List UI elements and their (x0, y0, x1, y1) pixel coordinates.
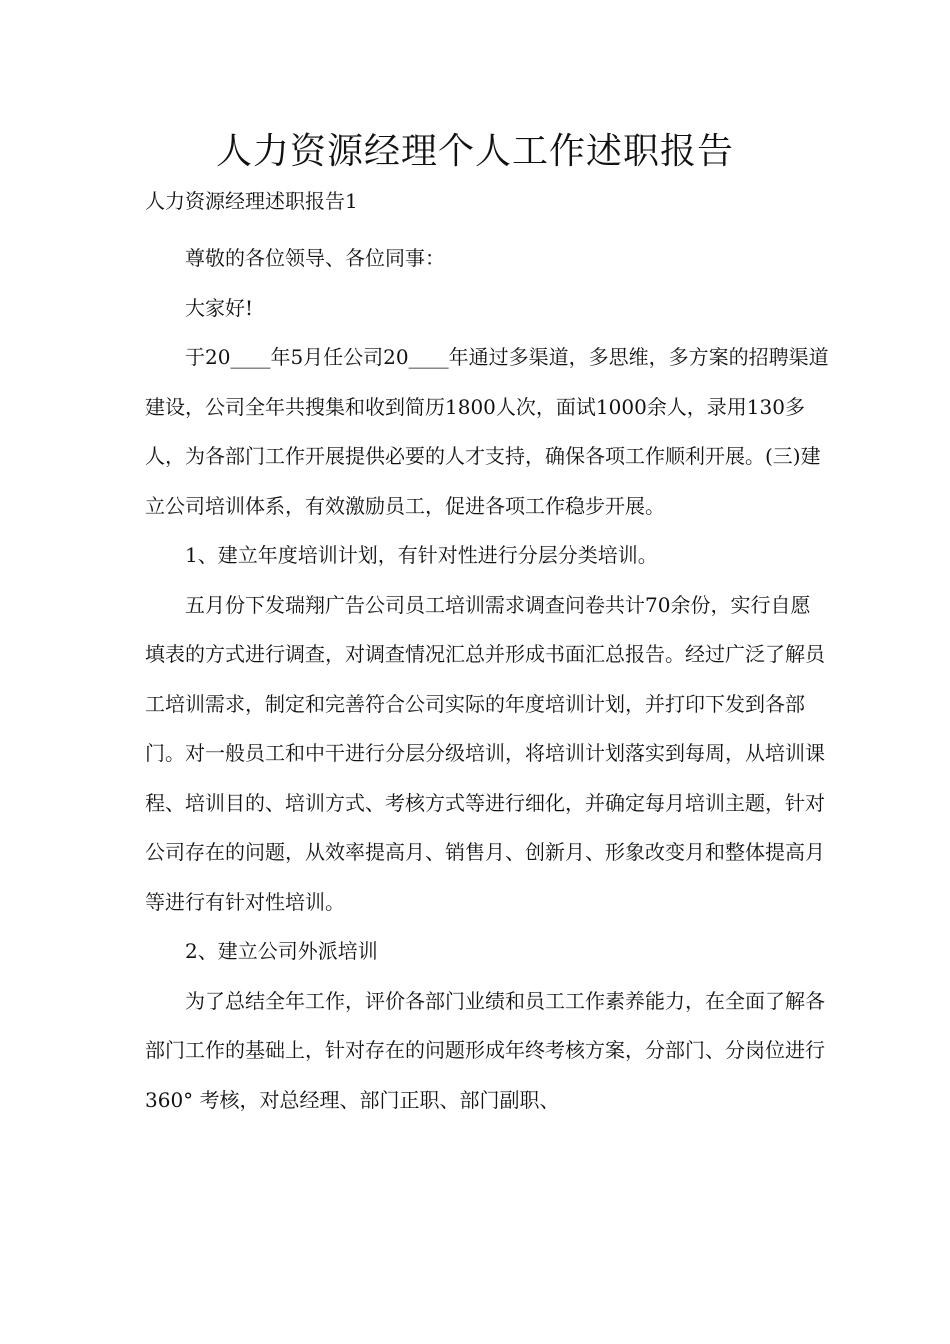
paragraph-recruitment: 于20____年5月任公司20____年通过多渠道，多思维，多方案的招聘渠道建设，公司全年共搜集和收到简历1800人次，面试1000余人，录用130多人，为各部门工作开展提供必要的人才支持，确保各项工作顺利开展。(三)建立公司培训体系，有效激励员工，促进各项工作稳步开展。 (145, 345, 829, 518)
document-subtitle: 人力资源经理述职报告1 (145, 189, 358, 213)
paragraph-training-plan: 五月份下发瑞翔广告公司员工培训需求调查问卷共计70余份，实行自愿填表的方式进行调查，对调查情况汇总并形成书面汇总报告。经过广泛了解员工培训需求，制定和完善符合公司实际的年度培训计划，并打印下发到各部门。对一般员工和中干进行分层分级培训，将培训计划落实到每周，从培训课程、培训目的、培训方式、考核方式等进行细化，并确定每月培训主题，针对公司存在的问题，从效率提高月、销售月、创新月、形象改变月和整体提高月等进行有针对性培训。 (145, 592, 825, 914)
paragraph-salutation: 尊敬的各位领导、各位同事： (185, 246, 445, 270)
paragraph-assessment: 为了总结全年工作，评价各部门业绩和员工工作素养能力，在全面了解各部门工作的基础上，针对存在的问题形成年终考核方案，分部门、分岗位进行360° 考核，对总经理、部门正职、部门副职、 (145, 988, 825, 1112)
paragraph-external-training-heading: 2、建立公司外派培训 (185, 939, 378, 963)
paragraph-training-plan-heading: 1、建立年度培训计划，有针对性进行分层分类培训。 (185, 543, 658, 567)
document-title: 人力资源经理个人工作述职报告 (215, 131, 734, 172)
paragraph-greeting: 大家好! (185, 295, 254, 320)
document-body (145, 234, 830, 1125)
